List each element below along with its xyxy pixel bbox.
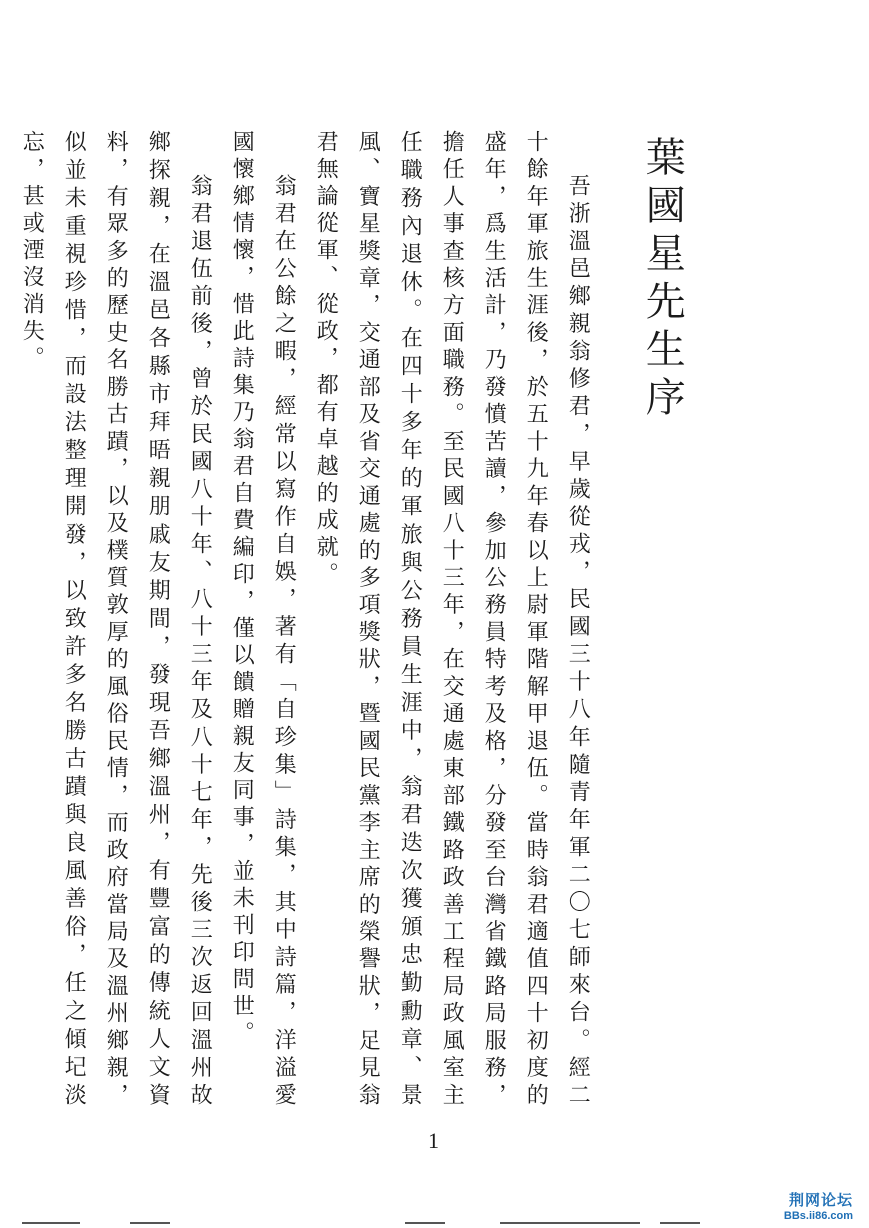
scan-line <box>660 1222 700 1224</box>
preface-text-block <box>10 130 719 1110</box>
scan-line <box>130 1222 170 1224</box>
scan-line <box>500 1222 640 1224</box>
scan-line <box>405 1222 445 1224</box>
page-number: 1 <box>428 1128 439 1153</box>
scan-artifact-lines <box>0 1218 869 1224</box>
watermark-url: BBs.ii86.com <box>783 1210 853 1222</box>
watermark-name: 荆网论坛 <box>788 1192 853 1209</box>
paragraph-2: 翁君在公餘之暇，經常以寫作自娛，著有「自珍集」詩集，其中詩篇，洋溢愛國懷鄉情懷，惜此詩集乃翁君自費編印，僅以饋贈親友同事，並未刊印問世。 <box>229 130 297 1110</box>
scan-line <box>22 1222 80 1224</box>
paragraph-1: 吾浙溫邑鄉親翁修君，早歲從戎，民國三十八年隨青年軍二〇七師來台。經二十餘年軍旅生涯後，於五十九年春以上尉軍階解甲退伍。當時翁君適值四十初度的盛年，爲生活計，乃發憤苦讀，參加公務員特考及格，分發至台灣省鐵路局服務，擔任人事查核方面職務。至民國八十三年，在交通處東部鐵路政善工程局政風室主任職務內退休。在四十多年的軍旅與公務員生涯中，翁君迭次獲頒忠勤勳章、景風、寶星獎章，交通部及省交通處的多項獎狀，暨國民黨李主席的榮譽狀，足見翁君無論從軍、從政，都有卓越的成就。 <box>313 130 591 1110</box>
paragraph-3: 翁君退伍前後，曾於民國八十年、八十三年及八十七年，先後三次返回溫州故鄉探親，在溫邑各縣市拜晤親朋戚友期間，發現吾鄉溫州，有豐富的傳統人文資料，有眾多的歷史名勝古蹟，以及樸質敦厚的風俗民情，而政府當局及溫州鄉親，似並未重視珍惜，而設法整理開發，以致許多名勝古蹟與良風善俗，任之傾圮淡忘，甚或湮沒消失。 <box>19 130 213 1110</box>
page-title: 葉國星先生序 <box>639 136 686 424</box>
